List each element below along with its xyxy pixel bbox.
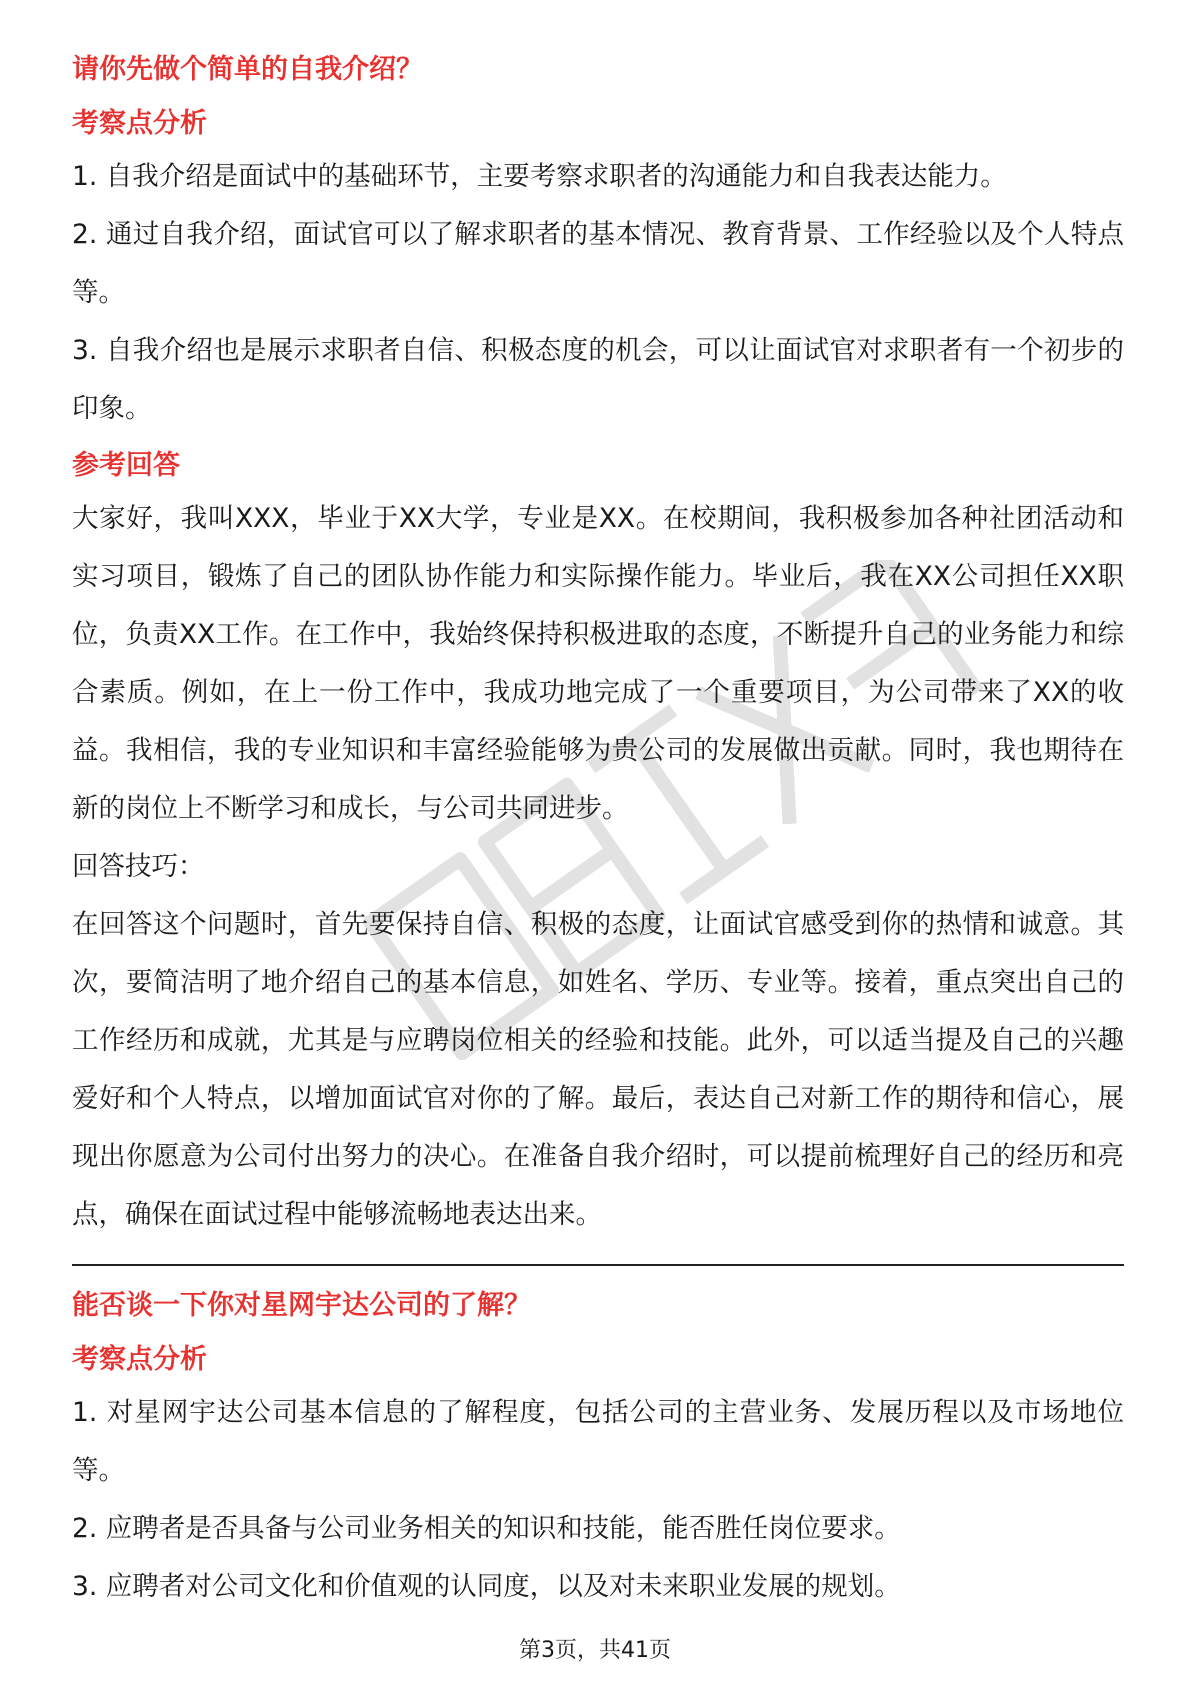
q1-analysis-item: 1. 自我介绍是面试中的基础环节，主要考察求职者的沟通能力和自我表达能力。	[72, 161, 1007, 192]
q1-answer-text: 大家好，我叫XXX，毕业于XX大学，专业是XX。在校期间，我积极参加各种社团活动和实习项目，锻炼了自己的团队协作能力和实际操作能力。毕业后，我在XX公司担任XX职位，负责XX工作。在工作中，我始终保持积极进取的态度，不断提升自己的业务能力和综合素质。例如，在上一份工作中，我成功地完成了一个重要项目，为公司带来了XX的收益。我相信，我的专业知识和丰富经验能够为贵公司的发展做出贡献。同时，我也期待在新的岗位上不断学习和成长，与公司共同进步。	[72, 503, 1124, 824]
q1-answer-heading: 参考回答	[72, 450, 180, 481]
q1-analysis-heading: 考察点分析	[72, 108, 207, 139]
q2-analysis-item: 3. 应聘者对公司文化和价值观的认同度，以及对未来职业发展的规划。	[72, 1571, 901, 1602]
q1-tips-text: 在回答这个问题时，首先要保持自信、积极的态度，让面试官感受到你的热情和诚意。其次，要简洁明了地介绍自己的基本信息，如姓名、学历、专业等。接着，重点突出自己的工作经历和成就，尤其是与应聘岗位相关的经验和技能。此外，可以适当提及自己的兴趣爱好和个人特点，以增加面试官对你的了解。最后，表达自己对新工作的期待和信心，展现出你愿意为公司付出努力的决心。在准备自我介绍时，可以提前梳理好自己的经历和亮点，确保在面试过程中能够流畅地表达出来。	[72, 909, 1124, 1230]
page-number: 第3页，共41页	[519, 1638, 671, 1663]
q1-analysis-item: 2. 通过自我介绍，面试官可以了解求职者的基本情况、教育背景、工作经验以及个人特点等。	[72, 219, 1124, 308]
question-1-title: 请你先做个简单的自我介绍？	[72, 54, 423, 85]
q2-analysis-heading: 考察点分析	[72, 1344, 207, 1375]
q2-analysis-item: 2. 应聘者是否具备与公司业务相关的知识和技能，能否胜任岗位要求。	[72, 1513, 901, 1544]
question-2-title: 能否谈一下你对星网宇达公司的了解？	[72, 1290, 531, 1321]
q1-tips-label: 回答技巧：	[72, 851, 205, 882]
section-divider	[72, 1264, 1124, 1266]
document-page	[72, 50, 1124, 1616]
q2-analysis-item: 1. 对星网宇达公司基本信息的了解程度，包括公司的主营业务、发展历程以及市场地位等。	[72, 1397, 1124, 1486]
q1-analysis-item: 3. 自我介绍也是展示求职者自信、积极态度的机会，可以让面试官对求职者有一个初步的印象。	[72, 335, 1124, 424]
